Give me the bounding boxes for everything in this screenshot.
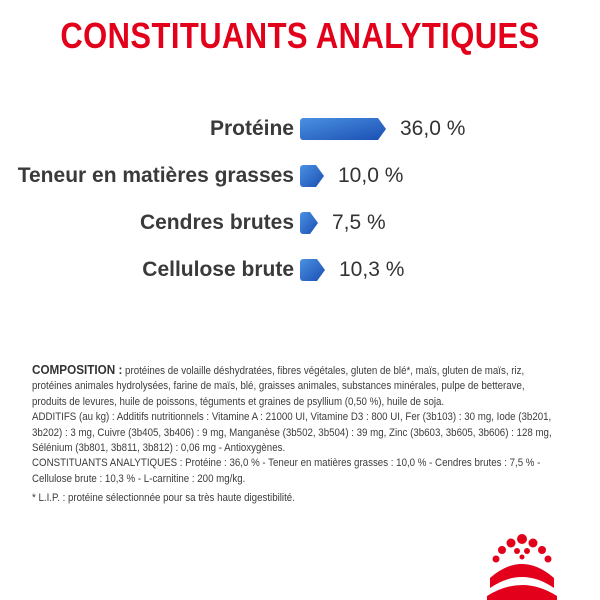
royal-canin-crown-logo-icon (484, 530, 560, 600)
composition-line: CONSTITUANTS ANALYTIQUES : Protéine : 36,0 % - Teneur en matières grasses : 10,0 % - Cendres brutes : 7,5 % - (32, 457, 541, 470)
chart-value-label: 10,0 % (338, 164, 404, 187)
composition-line: protéines animales hydrolysées, farine de maïs, blé, graisses animales, substances minérales, pulpe de betterave, (32, 380, 525, 393)
chart-value-label: 7,5 % (332, 211, 386, 234)
chart-category-label: Teneur en matières grasses (17, 164, 294, 187)
composition-line: ADDITIFS (au kg) : Additifs nutritionnels : Vitamine A : 21000 UI, Vitamine D3 : 800 UI, Fer (3b103) : 30 mg, Iode (3b201, (32, 411, 552, 424)
composition-text (32, 362, 572, 487)
composition-first-line (32, 362, 572, 379)
chart-value-label: 36,0 % (400, 117, 466, 140)
chart-bar (300, 259, 325, 281)
chart-row (0, 208, 600, 238)
chart-bar (300, 165, 324, 187)
composition-first-line-text: protéines de volaille déshydratées, fibres végétales, gluten de blé*, maïs, gluten de maïs, riz, (125, 365, 525, 377)
page-title: CONSTITUANTS ANALYTIQUES (60, 15, 540, 56)
chart-bar (300, 212, 318, 234)
chart-bar-shape (300, 118, 386, 140)
chart-category-label: Cellulose brute (142, 258, 294, 281)
composition-line: 3b202) : 3 mg, Cuivre (3b405, 3b406) : 9 mg, Manganèse (3b502, 3b504) : 39 mg, Zinc (3b603, 3b605, 3b606) : 128 mg, (32, 426, 552, 439)
chart-category-label: Cendres brutes (139, 211, 294, 234)
composition-line: Sélénium (3b801, 3b811, 3b812) : 0,06 mg - Antioxygènes. (32, 442, 286, 455)
chart-value-label: 10,3 % (339, 258, 405, 281)
chart-bar-shape (300, 259, 325, 281)
chart-bar (300, 118, 386, 140)
chart-bar-shape (300, 212, 318, 234)
chart-bar-shape (300, 165, 324, 187)
chart-row (0, 161, 600, 191)
composition-line: Cellulose brute : 10,3 % - L-carnitine : 200 mg/kg. (32, 472, 246, 485)
composition-heading: COMPOSITION : (32, 362, 123, 377)
composition-line: produits de levures, huile de poissons, téguments et graines de psyllium (0,50 %), huile de soja. (32, 395, 445, 408)
chart-row (0, 255, 600, 285)
footnote: * L.I.P. : protéine sélectionnée pour sa très haute digestibilité. (32, 492, 295, 504)
chart-row (0, 114, 600, 144)
chart-category-label: Protéine (209, 117, 294, 140)
